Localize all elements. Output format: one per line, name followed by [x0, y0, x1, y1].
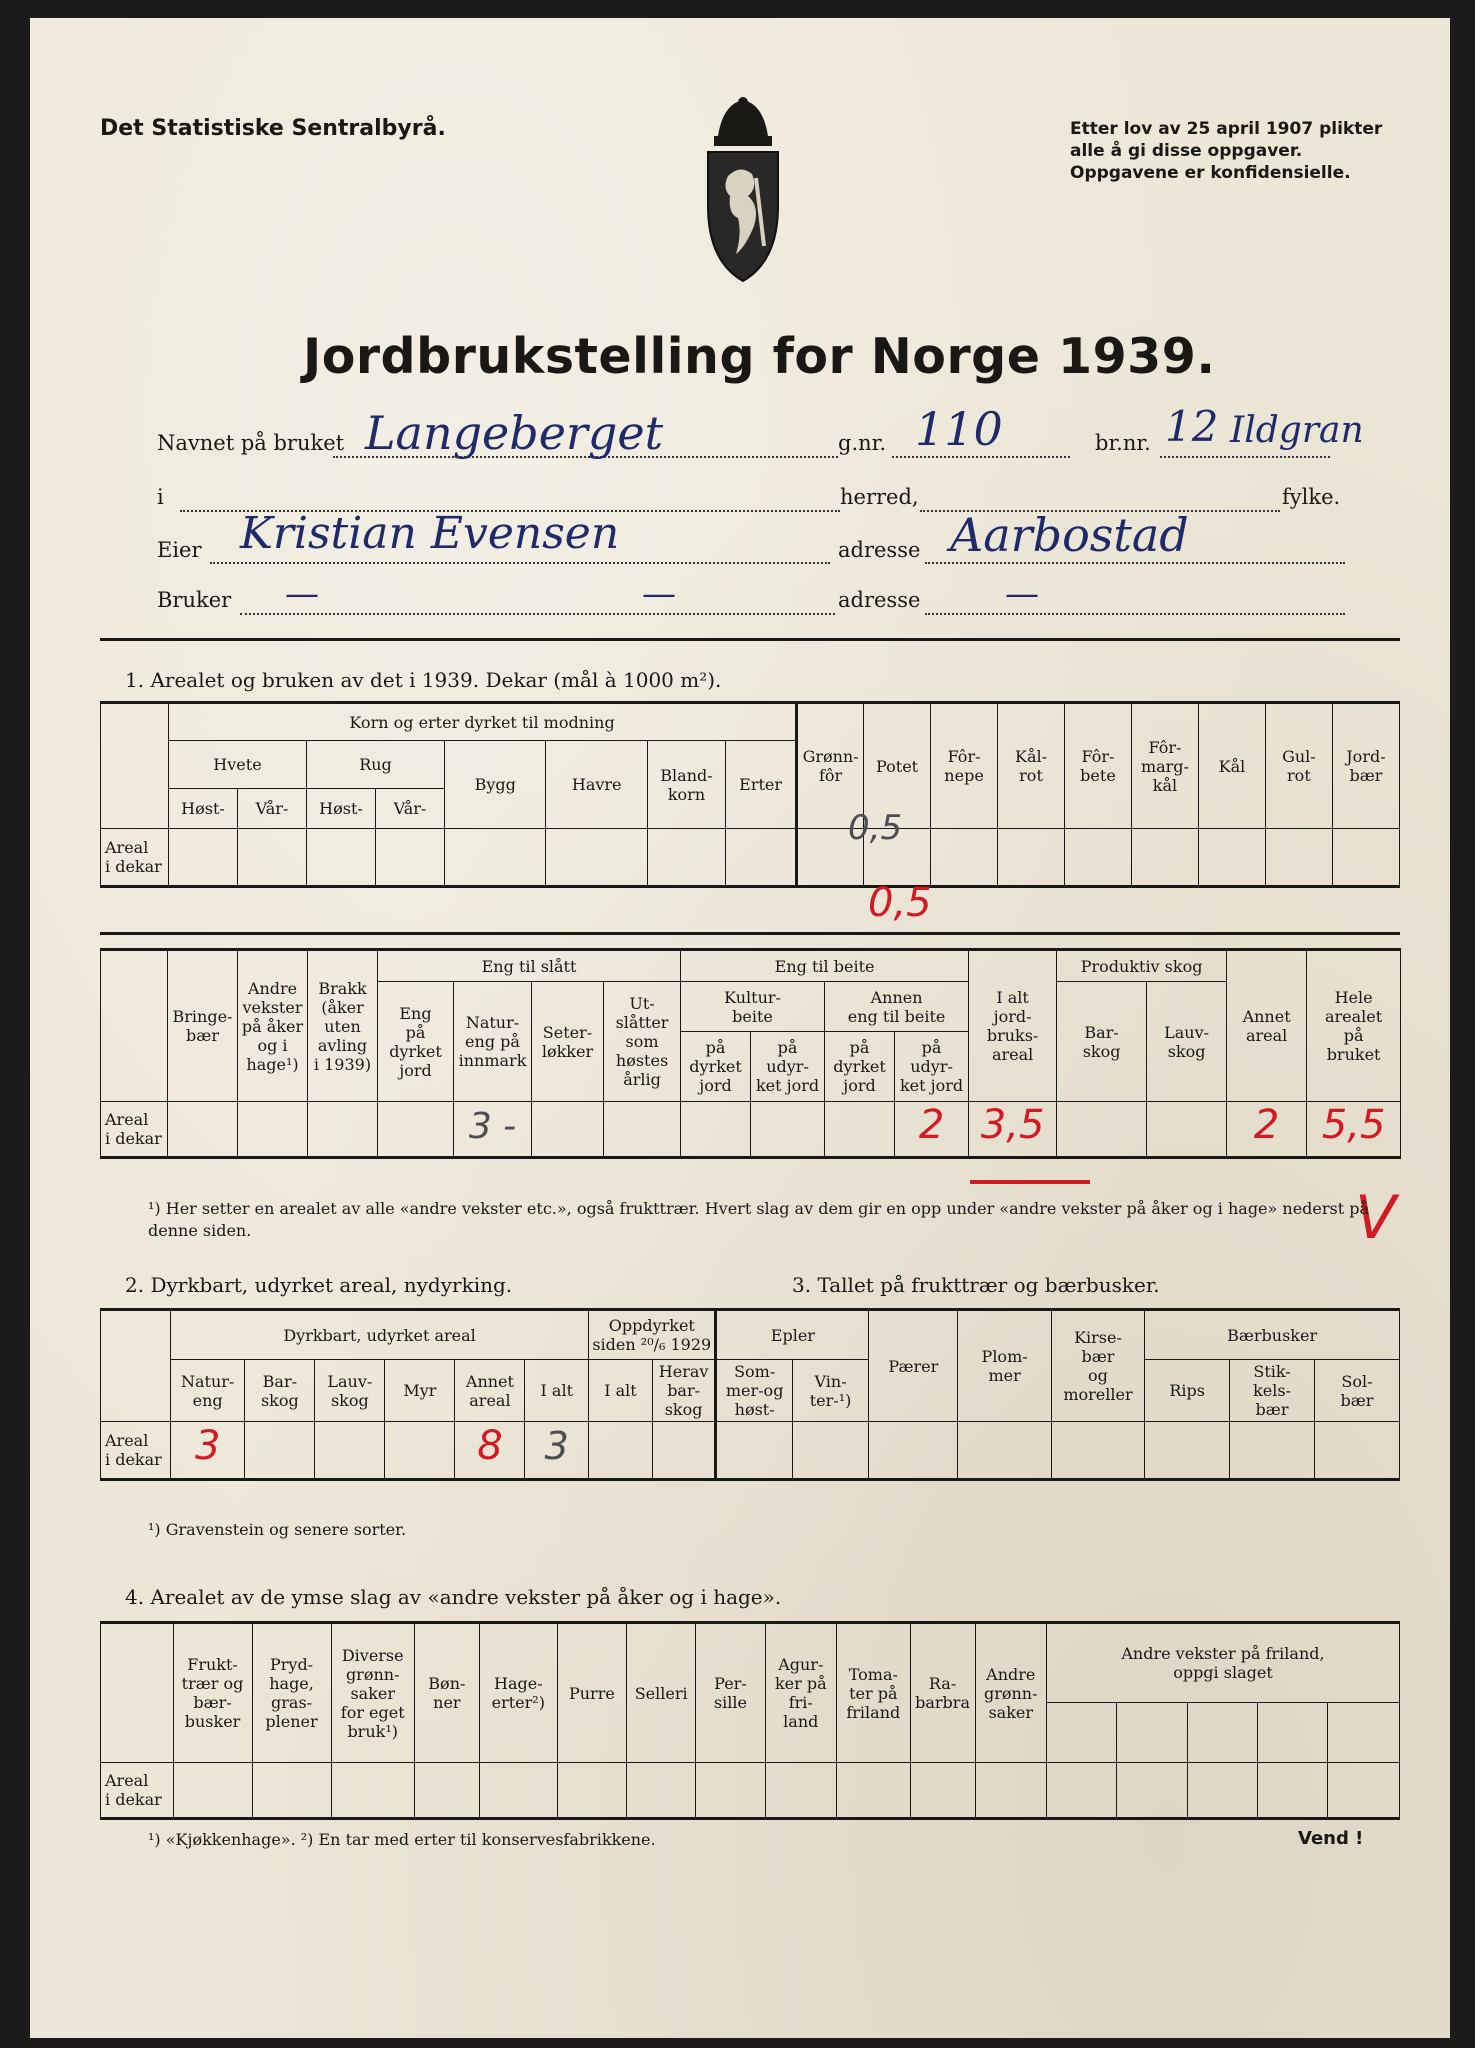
- user-address-line: [925, 613, 1345, 615]
- epler-vinter-cell[interactable]: [792, 1422, 868, 1480]
- erter-header: Erter: [726, 741, 797, 829]
- gnr-label: g.nr.: [838, 431, 887, 455]
- section-2-heading: 2. Dyrkbart, udyrket areal, nydyrking.: [125, 1273, 513, 1297]
- i-alt-cell[interactable]: [969, 1102, 1057, 1158]
- bonner-cell[interactable]: [414, 1763, 479, 1819]
- hele-arealet-cell[interactable]: [1307, 1102, 1401, 1158]
- annen-eng-header: Annen eng til beite: [825, 982, 969, 1032]
- potet-header: Potet: [864, 703, 931, 829]
- jordbaer-header: Jord- bær: [1332, 703, 1399, 829]
- kalrot-header: Kål- rot: [998, 703, 1065, 829]
- dyrkbart-lauvskog-header: Lauv- skog: [315, 1360, 385, 1422]
- i-alt-jordbruksareal-header: I alt jord- bruks- areal: [969, 950, 1057, 1102]
- census-form-page: [30, 18, 1450, 2038]
- kultur-dyrket-header: på dyrket jord: [681, 1032, 751, 1102]
- i-label: i: [157, 485, 164, 509]
- oppdyrket-barskog-header: Herav bar- skog: [652, 1360, 716, 1422]
- hvete-var-cell[interactable]: [237, 829, 306, 887]
- rug-host-cell[interactable]: [306, 829, 375, 887]
- section-1-mid-rule: [100, 932, 1400, 935]
- paerer-header: Pærer: [869, 1310, 958, 1422]
- user-line: [240, 613, 835, 615]
- form-title: Jordbrukstelling for Norge 1939.: [303, 328, 1216, 385]
- annen-dyrket-cell[interactable]: [825, 1102, 895, 1158]
- rabarbra-cell[interactable]: [910, 1763, 975, 1819]
- legal-notice-line-1: Etter lov av 25 april 1907 plikter: [1070, 119, 1383, 139]
- section-1b-row-label: Areal i dekar: [101, 1102, 168, 1158]
- farm-name-value[interactable]: Langeberget: [365, 406, 664, 460]
- blandkorn-cell[interactable]: [647, 829, 725, 887]
- solbaer-header: Sol- bær: [1314, 1360, 1399, 1422]
- eng-beite-header: Eng til beite: [681, 950, 969, 982]
- annet-areal-value: 2: [1253, 1102, 1280, 1148]
- legal-notice-line-3: Oppgavene er konfidensielle.: [1070, 163, 1351, 183]
- lauvskog-header: Lauv- skog: [1147, 982, 1227, 1102]
- rabarbra-header: Ra- barbra: [910, 1623, 975, 1763]
- epler-vinter-header: Vin- ter-¹): [792, 1360, 868, 1422]
- erter-cell[interactable]: [726, 829, 797, 887]
- section-2-3-table: [100, 1308, 1400, 1481]
- user-address-value[interactable]: —: [1005, 574, 1039, 614]
- bringebaer-cell[interactable]: [168, 1102, 238, 1158]
- formargkal-cell[interactable]: [1131, 829, 1198, 887]
- prydhage-cell[interactable]: [252, 1763, 331, 1819]
- owner-address-line: [925, 562, 1345, 564]
- forbete-header: Fôr- bete: [1065, 703, 1132, 829]
- dyrkbart-i-alt-cell[interactable]: [525, 1422, 589, 1480]
- dyrkbart-natureng-cell[interactable]: [171, 1422, 245, 1480]
- frukttraer-cell[interactable]: [173, 1763, 252, 1819]
- agency-name: Det Statistiske Sentralbyrå.: [100, 116, 446, 141]
- kirsebaer-cell[interactable]: [1051, 1422, 1144, 1480]
- bringebaer-header: Bringe- bær: [168, 950, 238, 1102]
- dyrkbart-i-alt-header: I alt: [525, 1360, 589, 1422]
- potet-pencil-value: 0,5: [848, 808, 903, 848]
- havre-header: Havre: [546, 741, 647, 829]
- friland-slag-3[interactable]: [1187, 1703, 1257, 1763]
- rips-header: Rips: [1145, 1360, 1230, 1422]
- solbaer-cell[interactable]: [1314, 1422, 1399, 1480]
- rug-var-cell[interactable]: [375, 829, 444, 887]
- selleri-cell[interactable]: [627, 1763, 696, 1819]
- hele-arealet-value: 5,5: [1321, 1102, 1386, 1148]
- hele-arealet-header: Hele arealet på bruket: [1307, 950, 1401, 1102]
- stikkelsbaer-header: Stik- kels- bær: [1230, 1360, 1315, 1422]
- kultur-udyrket-cell[interactable]: [751, 1102, 825, 1158]
- farm-name-label: Navnet på bruket: [157, 431, 345, 455]
- section-4-heading: 4. Arealet av de ymse slag av «andre vekster på åker og i hage».: [125, 1585, 782, 1609]
- selleri-header: Selleri: [627, 1623, 696, 1763]
- annen-udyrket-value: 2: [918, 1102, 945, 1148]
- formargkal-header: Fôr- marg- kål: [1131, 703, 1198, 829]
- diverse-gronnsaker-header: Diverse grønn- saker for eget bruk¹): [331, 1623, 414, 1763]
- natureng-header: Natur- eng på innmark: [454, 982, 532, 1102]
- kal-cell[interactable]: [1198, 829, 1265, 887]
- andre-vekster-friland-header: Andre vekster på friland, oppgi slaget: [1046, 1623, 1399, 1703]
- prydhage-header: Pryd- hage, gras- plener: [252, 1623, 331, 1763]
- herred-label: herred,: [840, 485, 919, 509]
- dyrkbart-annet-red-value: 8: [477, 1423, 503, 1469]
- norwegian-coat-of-arms-icon: [698, 96, 788, 286]
- andre-gronnsaker-cell[interactable]: [975, 1763, 1046, 1819]
- blandkorn-header: Bland- korn: [647, 741, 725, 829]
- stikkelsbaer-cell[interactable]: [1230, 1422, 1315, 1480]
- dyrkbart-lauvskog-cell[interactable]: [315, 1422, 385, 1480]
- dyrkbart-myr-header: Myr: [385, 1360, 455, 1422]
- dyrkbart-annet-gray-value: 3: [544, 1424, 569, 1468]
- user-value-2[interactable]: —: [642, 574, 676, 614]
- oppdyrket-header: Oppdyrket siden ²⁰/₆ 1929: [589, 1310, 716, 1360]
- utslatter-header: Ut- slåtter som høstes årlig: [604, 982, 681, 1102]
- header-divider: [100, 638, 1400, 641]
- section-2-row-label: Areal i dekar: [101, 1422, 171, 1480]
- friland-cell-1[interactable]: [1046, 1763, 1116, 1819]
- rug-host-header: Høst-: [306, 789, 375, 829]
- brnr-extra-value[interactable]: Ildgran: [1230, 410, 1364, 451]
- hvete-header: Hvete: [168, 741, 306, 789]
- kulturbeite-header: Kultur- beite: [681, 982, 825, 1032]
- dyrkbart-barskog-cell[interactable]: [245, 1422, 315, 1480]
- gulrot-header: Gul- rot: [1265, 703, 1332, 829]
- produktiv-skog-header: Produktiv skog: [1057, 950, 1227, 982]
- agurker-header: Agur- ker på fri- land: [765, 1623, 836, 1763]
- gulrot-cell[interactable]: [1265, 829, 1332, 887]
- brnr-value[interactable]: 12: [1165, 402, 1219, 451]
- kultur-udyrket-header: på udyr- ket jord: [751, 1032, 825, 1102]
- section-1a-row-label: Areal i dekar: [101, 829, 169, 887]
- section-1-table-b: [100, 948, 1401, 1159]
- section-4-footnote: ¹) «Kjøkkenhage». ²) En tar med erter til konservesfabrikkene.: [148, 1830, 656, 1849]
- utslatter-cell[interactable]: [604, 1102, 681, 1158]
- havre-cell[interactable]: [546, 829, 647, 887]
- fornepe-cell[interactable]: [931, 829, 998, 887]
- fylke-label: fylke.: [1282, 485, 1341, 509]
- section-1-heading: 1. Arealet og bruken av det i 1939. Dekar (mål à 1000 m²).: [125, 668, 722, 692]
- friland-slag-2[interactable]: [1117, 1703, 1187, 1763]
- persille-cell[interactable]: [696, 1763, 765, 1819]
- purre-header: Purre: [557, 1623, 626, 1763]
- section-1-table-a: [100, 701, 1400, 888]
- annen-udyrket-header: på udyr- ket jord: [895, 1032, 969, 1102]
- brakk-cell[interactable]: [308, 1102, 378, 1158]
- andre-vekster-header: Andre vekster på åker og i hage¹): [238, 950, 308, 1102]
- brnr-label: br.nr.: [1095, 431, 1151, 455]
- natureng-value: 3 -: [468, 1105, 517, 1147]
- user-label: Bruker: [157, 588, 232, 612]
- frukttraer-header: Frukt- trær og bær- busker: [173, 1623, 252, 1763]
- red-underline-mark: [970, 1180, 1090, 1184]
- eng-slatt-header: Eng til slått: [378, 950, 681, 982]
- dyrkbart-annet-cell[interactable]: [455, 1422, 525, 1480]
- barskog-cell[interactable]: [1057, 1102, 1147, 1158]
- check-mark-icon: V: [1355, 1183, 1397, 1253]
- section-1-footnote: ¹) Her setter en arealet av alle «andre vekster etc.», også frukttrær. Hvert slag av dem gir en opp under «andre vekster på åker og i hage» nederst på denne siden.: [148, 1199, 1370, 1240]
- rug-header: Rug: [306, 741, 444, 789]
- gnr-value[interactable]: 110: [915, 402, 1003, 456]
- brakk-header: Brakk (åker uten avling i 1939): [308, 950, 378, 1102]
- dyrkbart-barskog-header: Bar- skog: [245, 1360, 315, 1422]
- kal-header: Kål: [1198, 703, 1265, 829]
- kalrot-cell[interactable]: [998, 829, 1065, 887]
- vend-label: Vend !: [1298, 1828, 1364, 1849]
- friland-cell-2[interactable]: [1117, 1763, 1187, 1819]
- barskog-header: Bar- skog: [1057, 982, 1147, 1102]
- i-alt-value: 3,5: [980, 1102, 1045, 1148]
- tomater-header: Toma- ter på friland: [837, 1623, 911, 1763]
- bonner-header: Bøn- ner: [414, 1623, 479, 1763]
- andre-vekster-cell[interactable]: [238, 1102, 308, 1158]
- jordbaer-cell[interactable]: [1332, 829, 1399, 887]
- bygg-header: Bygg: [444, 741, 545, 829]
- plommer-header: Plom- mer: [958, 1310, 1051, 1422]
- purre-cell[interactable]: [557, 1763, 626, 1819]
- legal-notice-line-2: alle å gi disse oppgaver.: [1070, 141, 1303, 161]
- baerbusker-header: Bærbusker: [1145, 1310, 1400, 1360]
- friland-cell-5[interactable]: [1328, 1763, 1400, 1819]
- bygg-cell[interactable]: [444, 829, 545, 887]
- rips-cell[interactable]: [1145, 1422, 1230, 1480]
- andre-gronnsaker-header: Andre grønn- saker: [975, 1623, 1046, 1763]
- plommer-cell[interactable]: [958, 1422, 1051, 1480]
- seterlokker-cell[interactable]: [532, 1102, 604, 1158]
- oppdyrket-barskog-cell[interactable]: [652, 1422, 716, 1480]
- persille-header: Per- sille: [696, 1623, 765, 1763]
- oppdyrket-i-alt-cell[interactable]: [589, 1422, 653, 1480]
- annet-areal-cell[interactable]: [1227, 1102, 1307, 1158]
- eng-dyrket-cell[interactable]: [378, 1102, 454, 1158]
- gronnfor-header: Grønn- fôr: [797, 703, 864, 829]
- hvete-host-header: Høst-: [168, 789, 237, 829]
- kirsebaer-header: Kirse- bær og moreller: [1051, 1310, 1144, 1422]
- hageerter-header: Hage- erter²): [479, 1623, 557, 1763]
- owner-line: [210, 562, 830, 564]
- annen-udyrket-cell[interactable]: [895, 1102, 969, 1158]
- fornepe-header: Fôr- nepe: [931, 703, 998, 829]
- owner-value[interactable]: Kristian Evensen: [240, 508, 620, 559]
- rug-var-header: Vår-: [375, 789, 444, 829]
- hageerter-cell[interactable]: [479, 1763, 557, 1819]
- epler-header: Epler: [716, 1310, 869, 1360]
- potet-value: 0,5: [868, 880, 932, 926]
- epler-sommer-cell[interactable]: [716, 1422, 792, 1480]
- natureng-cell[interactable]: [454, 1102, 532, 1158]
- annet-areal-header: Annet areal: [1227, 950, 1307, 1102]
- brnr-line: [1160, 456, 1330, 458]
- friland-cell-4[interactable]: [1258, 1763, 1328, 1819]
- annen-dyrket-header: på dyrket jord: [825, 1032, 895, 1102]
- paerer-cell[interactable]: [869, 1422, 958, 1480]
- user-address-label: adresse: [838, 588, 921, 612]
- section-3-heading: 3. Tallet på frukttrær og bærbusker.: [792, 1273, 1160, 1297]
- gnr-line: [892, 456, 1070, 458]
- section-4-row-label: Areal i dekar: [101, 1763, 174, 1819]
- oppdyrket-i-alt-header: I alt: [589, 1360, 653, 1422]
- tomater-cell[interactable]: [837, 1763, 911, 1819]
- friland-slag-4[interactable]: [1258, 1703, 1328, 1763]
- korn-group-header: Korn og erter dyrket til modning: [168, 703, 796, 741]
- epler-sommer-header: Som- mer-og høst-: [716, 1360, 792, 1422]
- eng-dyrket-header: Eng på dyrket jord: [378, 982, 454, 1102]
- dyrkbart-group-header: Dyrkbart, udyrket areal: [171, 1310, 589, 1360]
- agurker-cell[interactable]: [765, 1763, 836, 1819]
- dyrkbart-myr-cell[interactable]: [385, 1422, 455, 1480]
- dyrkbart-annet-header: Annet areal: [455, 1360, 525, 1422]
- friland-cell-3[interactable]: [1187, 1763, 1257, 1819]
- dyrkbart-natureng-header: Natur- eng: [171, 1360, 245, 1422]
- forbete-cell[interactable]: [1065, 829, 1132, 887]
- dyrkbart-natureng-value: 3: [194, 1423, 221, 1469]
- legal-notice: [1070, 118, 1382, 184]
- friland-slag-5[interactable]: [1328, 1703, 1400, 1763]
- friland-slag-1[interactable]: [1046, 1703, 1116, 1763]
- owner-label: Eier: [157, 538, 202, 562]
- seterlokker-header: Seter- løkker: [532, 982, 604, 1102]
- hvete-var-header: Vår-: [237, 789, 306, 829]
- owner-address-label: adresse: [838, 538, 921, 562]
- lauvskog-cell[interactable]: [1147, 1102, 1227, 1158]
- diverse-cell[interactable]: [331, 1763, 414, 1819]
- hvete-host-cell[interactable]: [168, 829, 237, 887]
- section-2-footnote: ¹) Gravenstein og senere sorter.: [148, 1520, 407, 1539]
- owner-address-value[interactable]: Aarbostad: [950, 508, 1189, 562]
- user-value[interactable]: —: [285, 574, 319, 614]
- kultur-dyrket-cell[interactable]: [681, 1102, 751, 1158]
- section-4-table: [100, 1621, 1400, 1820]
